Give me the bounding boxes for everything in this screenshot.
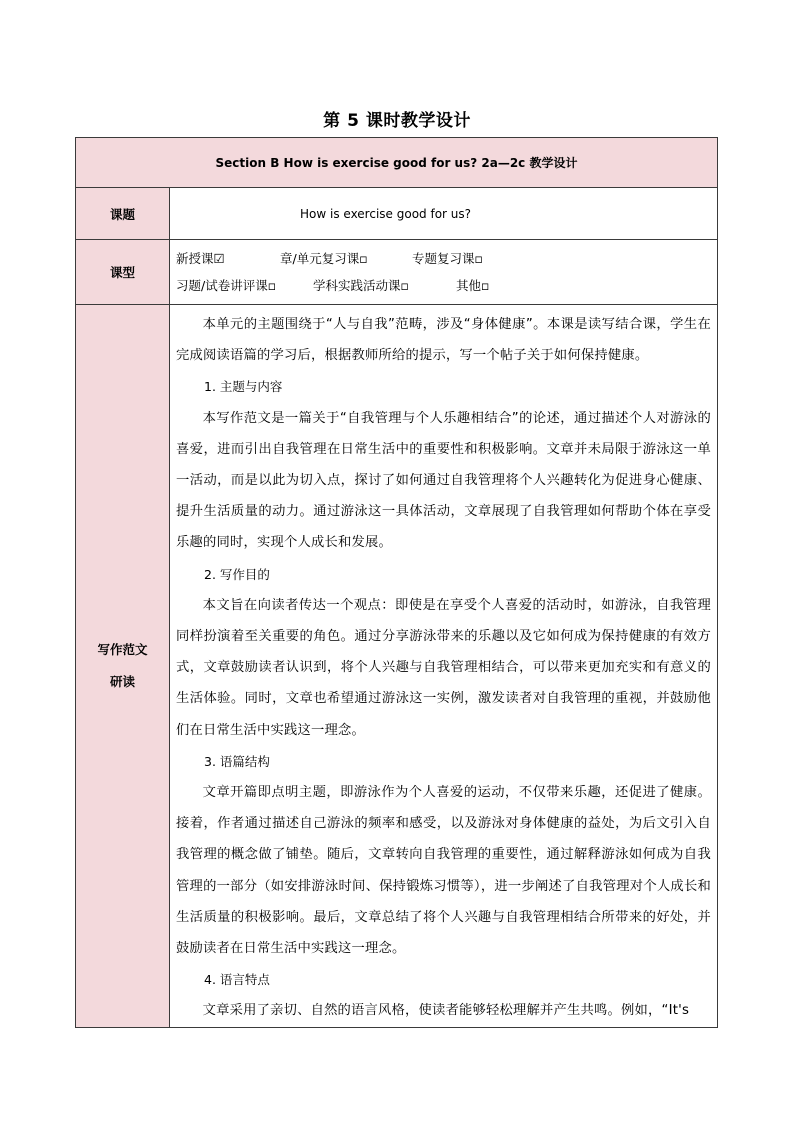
reading-label — [76, 305, 170, 1028]
section-1-title: 1. 主题与内容 — [204, 379, 283, 395]
lesson-type-row-2 — [170, 272, 717, 299]
topic-value: How is exercise good for us? — [300, 206, 472, 221]
reading-label-line-1: 写作范文 — [97, 641, 148, 657]
section-3-title: 3. 语篇结构 — [204, 753, 270, 769]
section-1-text: 本写作范文是一篇关于“自我管理与个人乐趣相结合”的论述，通过描述个人对游泳的喜爱，进而引出自我管理在日常生活中的重要性和积极影响。文章并未局限于游泳这一单一活动，而是以此为切入点，探讨了如何通过自我管理将个人兴趣转化为促进身心健康、提升生活质量的动力。通过游泳这一具体活动，文章展现了自我管理如何帮助个体在享受乐趣的同时，实现个人成长和发展。 — [176, 410, 711, 551]
page-title: 第 5 课时教学设计 — [323, 111, 471, 131]
reading-content — [170, 305, 718, 1028]
section-3-text: 文章开篇即点明主题，即游泳作为个人喜爱的运动，不仅带来乐趣，还促进了健康。接着，作者通过描述自己游泳的频率和感受，以及游泳对身体健康的益处，为后文引入自我管理的概念做了铺垫。随后，文章转向自我管理的重要性，通过解释游泳如何成为自我管理的一部分（如安排游泳时间、保持锻炼习惯等），进一步阐述了自我管理对个人成长和生活质量的积极影响。最后，文章总结了将个人兴趣与自我管理相结合所带来的好处，并鼓励读者在日常生活中实践这一理念。 — [176, 785, 711, 957]
section-2-text: 本文旨在向读者传达一个观点：即使是在享受个人喜爱的活动时，如游泳，自我管理同样扮演着至关重要的角色。通过分享游泳带来的乐趣以及它如何成为保持健康的有效方式，文章鼓励读者认识到，将个人兴趣与自我管理相结合，可以带来更加充实和有意义的生活体验。同时，文章也希望通过游泳这一实例，激发读者对自我管理的重视，并鼓励他们在日常生活中实践这一理念。 — [176, 597, 711, 738]
section-2-title: 2. 写作目的 — [204, 566, 270, 582]
lesson-type-options — [170, 240, 718, 305]
lesson-design-table — [75, 137, 718, 1028]
section-4-text: 文章采用了亲切、自然的语言风格，使读者能够轻松理解并产生共鸣。例如，“It's — [202, 1003, 690, 1019]
section-4-title: 4. 语言特点 — [204, 972, 270, 988]
topic-label: 课题 — [76, 188, 170, 240]
lesson-type-row-1 — [170, 245, 717, 272]
reading-label-line-2: 研读 — [109, 673, 135, 689]
option-topic-review[interactable]: 专题复习课▫ — [412, 251, 483, 266]
option-new-lesson[interactable]: 新授课☑ — [176, 251, 225, 266]
option-exercise-review[interactable]: 习题/试卷讲评课▫ — [176, 278, 277, 293]
option-unit-review[interactable]: 章/单元复习课▫ — [280, 251, 368, 266]
option-other[interactable]: 其他▫ — [456, 278, 490, 293]
option-practice-activity[interactable]: 学科实践活动课▫ — [313, 278, 409, 293]
lesson-type-label: 课型 — [76, 240, 170, 305]
topic-value-cell — [170, 188, 718, 240]
intro-paragraph: 本单元的主题围绕于“人与自我”范畴，涉及“身体健康”。本课是读写结合课，学生在完成阅读语篇的学习后，根据教师所给的提示，写一个帖子关于如何保持健康。 — [176, 317, 711, 364]
section-header: Section B How is exercise good for us? 2a—2c 教学设计 — [76, 138, 718, 188]
